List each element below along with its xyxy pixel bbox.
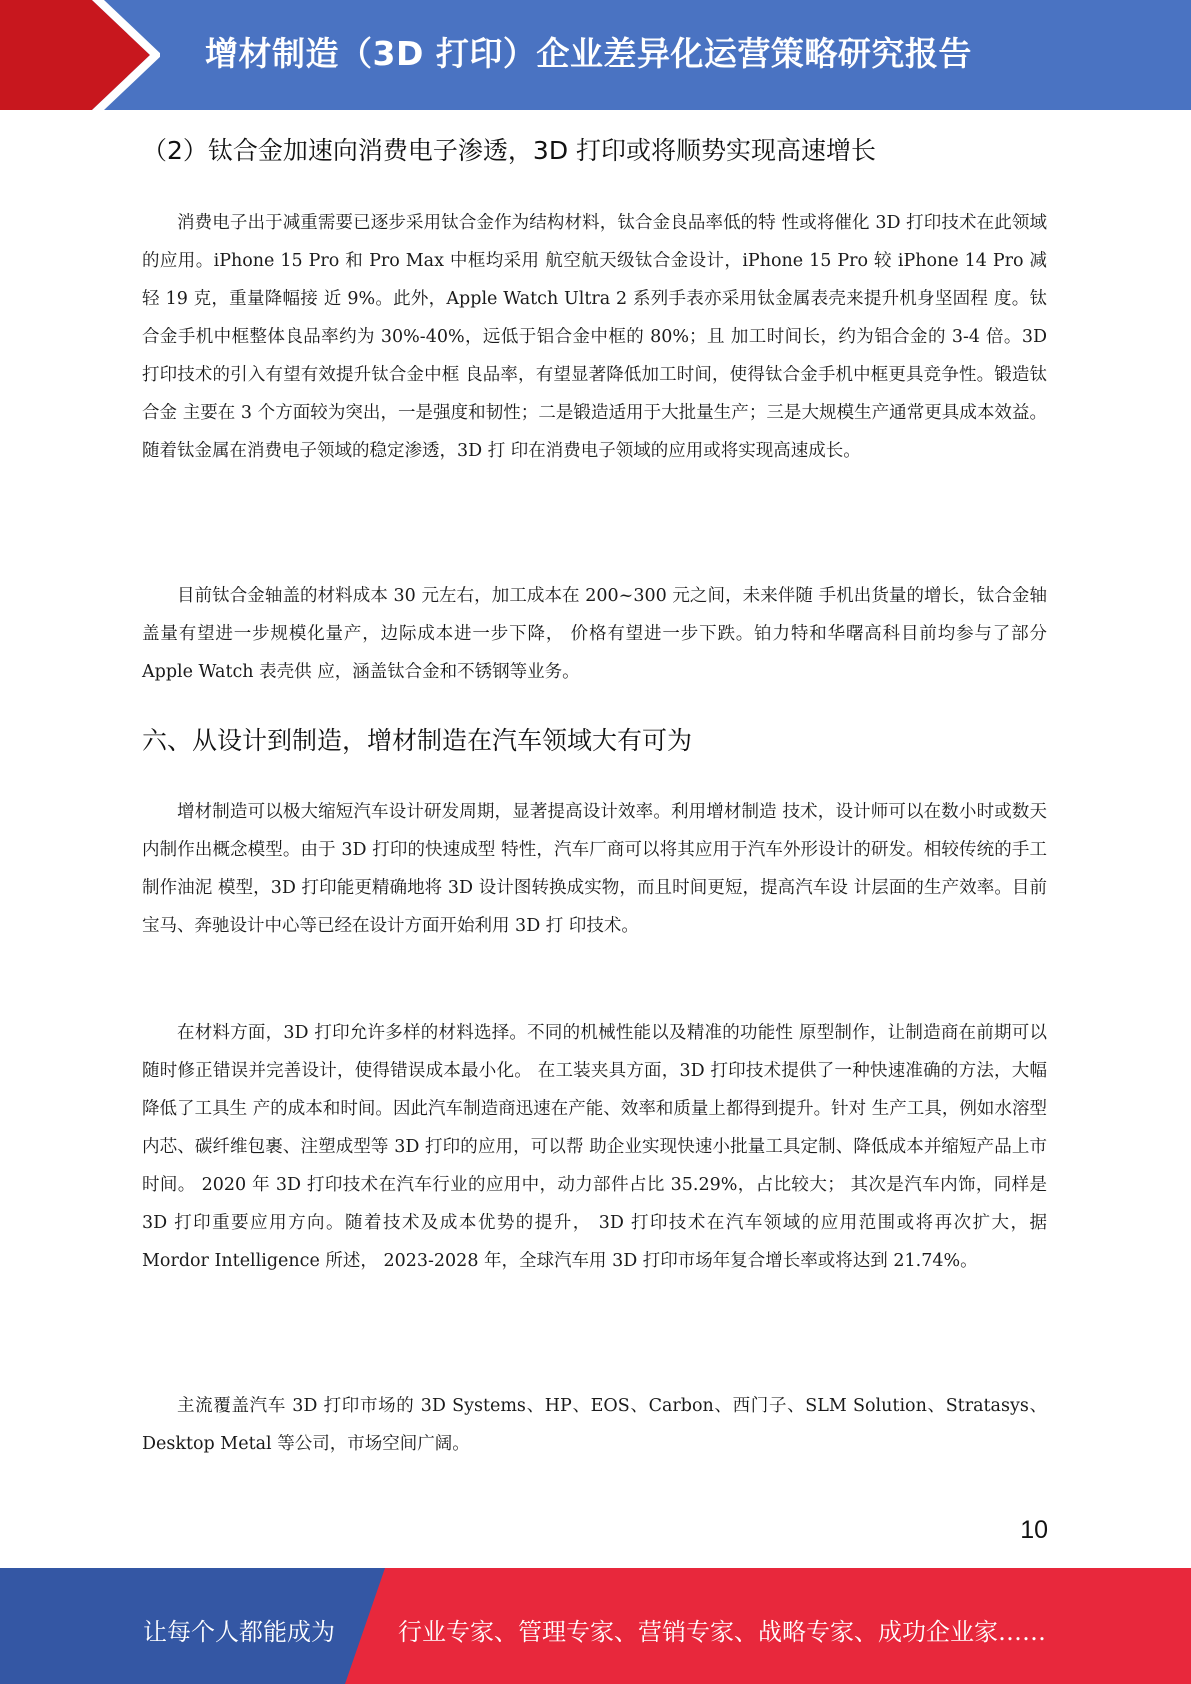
paragraph-design-cycle: 增材制造可以极大缩短汽车设计研发周期，显著提高设计效率。利用增材制造 技术，设计师可以在数小时或数天内制作出概念模型。由于 3D 打印的快速成型 特性，汽车厂商可以将其应用于汽车外形设计的研发。相较传统的手工制作油泥 模型，3D 打印能更精确地将 3D 设计图转换成实物，而且时间更短，提高汽车设 计层面的生产效率。目前宝马、奔驰设计中心等已经在设计方面开始利用 3D 打 印技术。	[142, 802, 1047, 936]
page-header	[0, 0, 1191, 110]
page-number: 10	[1020, 1516, 1048, 1544]
subheading: （2）钛合金加速向消费电子渗透，3D 打印或将顺势实现高速增长	[142, 136, 877, 165]
paragraph-titanium: 消费电子出于减重需要已逐步采用钛合金作为结构材料，钛合金良品率低的特 性或将催化 3D 打印技术在此领域的应用。iPhone 15 Pro 和 Pro Max 中框均采用 航空航天级钛合金设计，iPhone 15 Pro 较 iPhone 14 Pro 减轻 19 克，重量降幅接 近 9%。此外，Apple Watch Ultra 2 系列手表亦采用钛金属表壳来提升机身坚固程 度。钛合金手机中框整体良品率约为 30%-40%，远低于铝合金中框的 80%；且 加工时间长，约为铝合金的 3-4 倍。3D 打印技术的引入有望有效提升钛合金中框 良品率，有望显著降低加工时间，使得钛合金手机中框更具竞争性。锻造钛合金 主要在 3 个方面较为突出，一是强度和韧性；二是锻造适用于大批量生产；三是大规模生产通常更具成本效益。随着钛金属在消费电子领域的稳定渗透，3D 打 印在消费电子领域的应用或将实现高速成长。	[142, 213, 1047, 461]
paragraph-axle-cost: 目前钛合金轴盖的材料成本 30 元左右，加工成本在 200~300 元之间，未来伴随 手机出货量的增长，钛合金轴盖量有望进一步规模化量产，边际成本进一步下降， 价格有望进一步下跌。铂力特和华曙高科目前均参与了部分 Apple Watch 表壳供 应，涵盖钛合金和不锈钢等业务。	[142, 586, 1047, 682]
footer-slogan-left: 让每个人都能成为	[143, 1618, 335, 1646]
report-title: 增材制造（3D 打印）企业差异化运营策略研究报告	[205, 34, 972, 73]
paragraph-market-players: 主流覆盖汽车 3D 打印市场的 3D Systems、HP、EOS、Carbon、西门子、SLM Solution、Stratasys、Desktop Metal 等公司，市场空间广阔。	[142, 1396, 1047, 1454]
page-footer	[0, 1568, 1191, 1684]
paragraph-materials: 在材料方面，3D 打印允许多样的材料选择。不同的机械性能以及精准的功能性 原型制作，让制造商在前期可以随时修正错误并完善设计，使得错误成本最小化。 在工装夹具方面，3D 打印技术提供了一种快速准确的方法，大幅降低了工具生 产的成本和时间。因此汽车制造商迅速在产能、效率和质量上都得到提升。针对 生产工具，例如水溶型内芯、碳纤维包裹、注塑成型等 3D 打印的应用，可以帮 助企业实现快速小批量工具定制、降低成本并缩短产品上市时间。 2020 年 3D 打印技术在汽车行业的应用中，动力部件占比 35.29%，占比较大； 其次是汽车内饰，同样是 3D 打印重要应用方向。随着技术及成本优势的提升， 3D 打印技术在汽车领域的应用范围或将再次扩大，据 Mordor Intelligence 所述， 2023-2028 年，全球汽车用 3D 打印市场年复合增长率或将达到 21.74%。	[142, 1023, 1047, 1271]
section-title: 六、从设计到制造，增材制造在汽车领域大有可为	[142, 726, 693, 755]
header-chevron-icon	[0, 0, 160, 110]
footer-slogan-right: 行业专家、管理专家、营销专家、战略专家、成功企业家……	[398, 1618, 1046, 1646]
